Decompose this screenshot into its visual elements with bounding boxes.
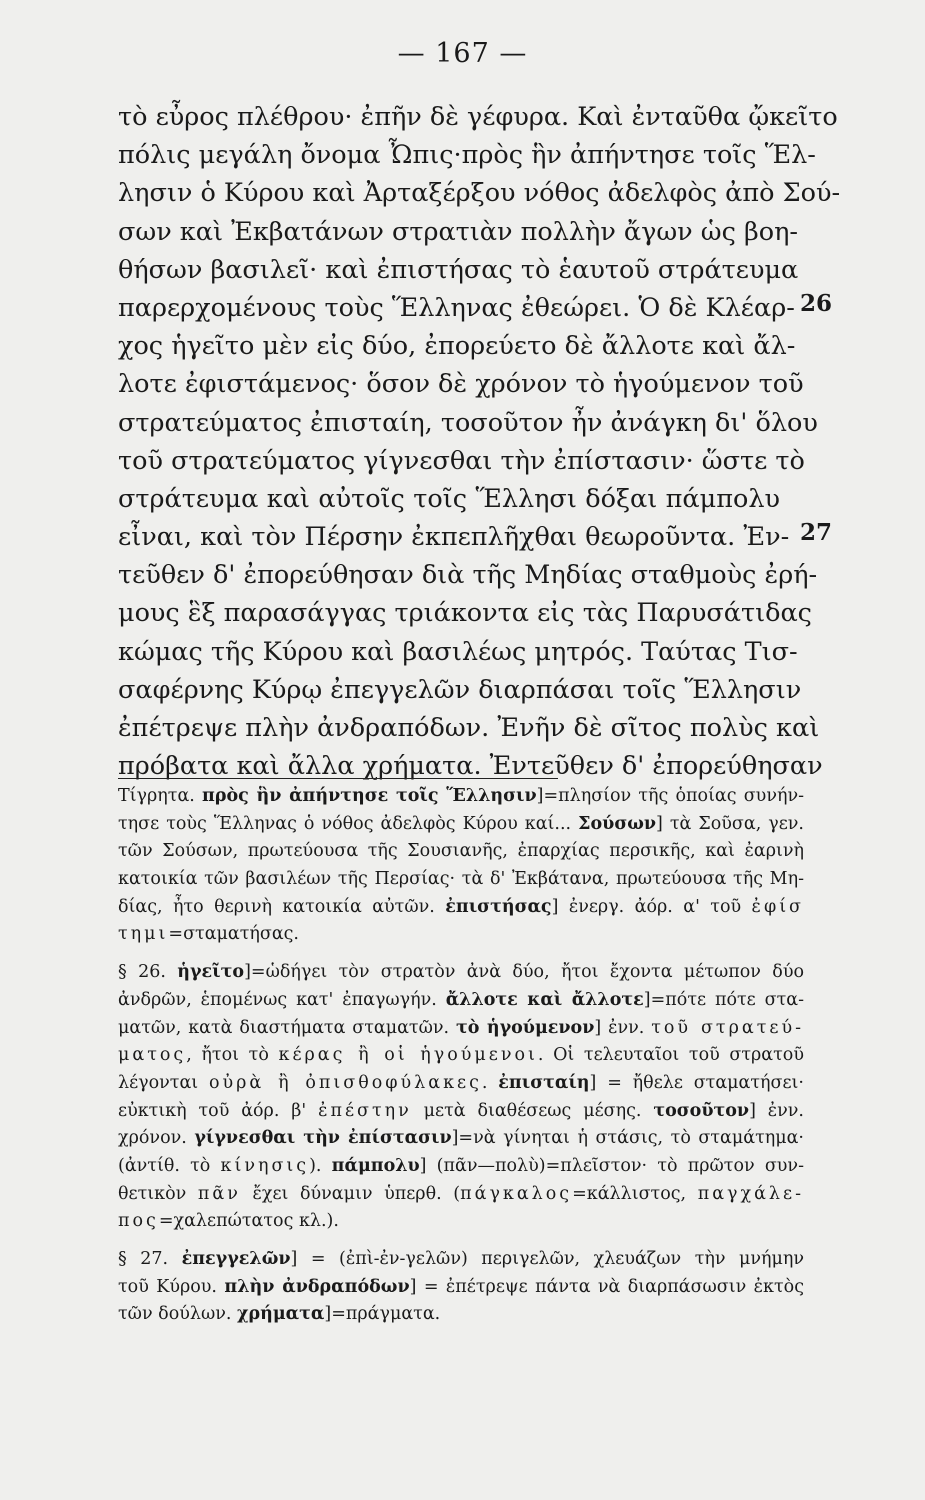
text-line: πόλις μεγάλη ὄνομα Ὦπις·πρὸς ἣν ἀπήντησε τοῖς Ἕλ- (118, 140, 816, 171)
note-text: ματῶν, κατὰ διαστήματα σταματῶν. (118, 1017, 456, 1038)
text-line: στρατεύματος ἐπισταίη, τοσοῦτον ἦν ἀνάγκη δι' ὅλου (118, 407, 818, 438)
note-text: ] = ἐπέτρεψε πάντα νὰ διαρπάσωσιν ἐκτὸς (409, 1276, 804, 1297)
note-text: κατοικία τῶν βασιλέων τῆς Περσίας· τὰ δ' Ἐκβάτανα, πρωτεύουσα τῆς Μη- (118, 869, 804, 890)
note-line (118, 1070, 804, 1098)
note-text: τησε τοὺς Ἕλληνας ὁ νόθος ἀδελφὸς Κύρου καί... (118, 813, 579, 834)
lemma: πάμπολυ (331, 1155, 420, 1176)
text-line: παρερχομένους τοὺς Ἕλληνας ἐθεώρει. Ὁ δὲ Κλέαρ- (118, 292, 795, 323)
lemma: ἄλλοτε καὶ ἄλλοτε (445, 989, 644, 1010)
lemma: γίγνεσθαι τὴν ἐπίστασιν (194, 1128, 452, 1149)
note-text: ] ἐνεργ. ἀόρ. α' τοῦ (551, 896, 752, 917)
spaced-term: τημι (118, 924, 169, 945)
lemma: τοσοῦτον (653, 1100, 750, 1121)
note-text: χρόνον. (118, 1128, 195, 1149)
note-text: . Οἱ τελευταῖοι τοῦ στρατοῦ (537, 1045, 804, 1066)
text-line: τὸ εὖρος πλέθρου· ἐπῆν δὲ γέφυρα. Καὶ ἐνταῦθα ᾤκεῖτο (118, 102, 838, 132)
text-line: ἐπέτρεψε πλὴν ἀνδραπόδων. Ἐνῆν δὲ σῖτος πολὺς καὶ (118, 713, 820, 743)
note-line (118, 1246, 804, 1274)
text-line: τεῦθεν δ' ἐπορεύθησαν διὰ τῆς Μηδίας σταθμοὺς ἐρή- (118, 560, 818, 591)
text-line: χος ἡγεῖτο μὲν εἰς δύο, ἐπορεύετο δὲ ἄλλοτε καὶ ἄλ- (118, 331, 796, 362)
note-line (118, 811, 804, 839)
spaced-term: οὐρὰ ἢ ὀπισθοφύλακες (208, 1072, 482, 1093)
note-line (118, 894, 804, 922)
note-text: ] ἐνν. (594, 1017, 652, 1038)
commentary-notes (118, 783, 804, 1329)
text-line: λησιν ὁ Κύρου καὶ Ἀρταξέρξου νόθος ἀδελφὸς ἀπὸ Σού- (118, 178, 841, 209)
note-text: ]=ὡδήγει τὸν στρατὸν ἀνὰ δύο, ἤτοι ἔχοντα μέτωπον δύο (244, 962, 804, 983)
spaced-term: πος (118, 1211, 159, 1232)
note-text: τῶν δούλων. (118, 1304, 237, 1325)
note-text: ] = (ἐπὶ-ἐν-γελῶν) περιγελῶν, χλευάζων τὴν μνήμην (290, 1249, 804, 1269)
spaced-term: κέρας ἢ οἱ ἡγούμενοι (278, 1045, 538, 1066)
text-line: κώμας τῆς Κύρου καὶ βασιλέως μητρός. Ταύτας Τισ- (118, 636, 798, 667)
note-line (118, 1208, 804, 1236)
note-text: ἀνδρῶν, ἑπομένως κατ' ἐπαγωγήν. (118, 989, 446, 1010)
lemma: Σούσων (578, 813, 657, 834)
page-number: — 167 — (397, 38, 528, 69)
text-line: στράτευμα καὶ αὐτοῖς τοῖς Ἕλλησι δόξαι πάμπολυ (118, 483, 780, 514)
note-line (118, 921, 804, 949)
note-text: . (481, 1072, 499, 1093)
note-text: , ἤτοι τὸ (186, 1045, 279, 1066)
lemma: πλὴν ἀνδραπόδων (224, 1276, 410, 1297)
note-line (118, 1274, 804, 1302)
note-line (118, 1153, 804, 1181)
note-text: ]=πράγματα. (324, 1304, 441, 1325)
spaced-term: πάγκαλος (460, 1183, 573, 1204)
text-line: εἶναι, καὶ τὸν Πέρσην ἐκπεπλῆχθαι θεωροῦντα. Ἐν- (118, 522, 790, 553)
note-text: λέγονται (118, 1072, 209, 1093)
note-text: § 27. (118, 1249, 182, 1269)
note-text: (ἀντίθ. τὸ (118, 1155, 221, 1176)
text-line: θήσων βασιλεῖ· καὶ ἐπιστήσας τὸ ἑαυτοῦ στράτευμα (118, 254, 799, 285)
lemma: πρὸς ἣν ἀπήντησε τοῖς Ἕλλησιν (202, 786, 537, 806)
note-text: θετικὸν (118, 1183, 198, 1204)
lemma: ἐπεγγελῶν (181, 1249, 291, 1269)
section-number-26: 26 (800, 290, 833, 317)
note-text: τῶν Σούσων, πρωτεύουσα τῆς Σουσιανῆς, ἐπαρχίας περσικῆς, καὶ ἐαρινὴ (118, 841, 804, 862)
note-text: δίας, ἦτο θερινὴ κατοικία αὐτῶν. (118, 896, 446, 917)
note-text: Τίγρητα. (118, 786, 203, 806)
note-line (118, 1301, 804, 1329)
text-line: πρόβατα καὶ ἄλλα χρήματα. Ἐντεῦθεν δ' ἐπορεύθησαν (118, 751, 823, 782)
spaced-term: πᾶν (197, 1183, 241, 1204)
note-line (118, 783, 804, 811)
lemma: ἡγεῖτο (177, 962, 245, 983)
note-line (118, 1042, 804, 1070)
note-text: ] = ἤθελε σταματήσει· (589, 1072, 804, 1093)
spaced-term: κίνησις (220, 1155, 310, 1176)
text-line: τοῦ στρατεύματος γίγνεσθαι τὴν ἐπίστασιν· ὥστε τὸ (118, 445, 805, 476)
note-text: τοῦ Κύρου. (118, 1276, 225, 1297)
text-line: λοτε ἐφιστάμενος· ὅσον δὲ χρόνον τὸ ἡγούμενον τοῦ (118, 369, 804, 400)
note-text: =σταματήσας. (168, 924, 299, 945)
footnote-divider (118, 778, 558, 779)
note-text: =κάλλιστος, (572, 1183, 698, 1204)
note-line (118, 1125, 804, 1153)
note-text: μετὰ διαθέσεως μέσης. (411, 1100, 654, 1121)
text-line: σαφέρνης Κύρῳ ἐπεγγελῶν διαρπάσαι τοῖς Ἕλλησιν (118, 674, 802, 705)
note-text: ]=πλησίον τῆς ὁποίας συνήν- (536, 786, 804, 806)
note-text: ] τὰ Σοῦσα, γεν. (656, 813, 804, 834)
note-line (118, 959, 804, 987)
lemma: χρήματα (237, 1304, 325, 1325)
note-line (118, 1098, 804, 1126)
note-text: ] (πᾶν—πολὺ)=πλεῖστον· τὸ πρῶτον συν- (419, 1155, 804, 1176)
note-line (118, 1181, 804, 1209)
note-text: § 26. (118, 962, 178, 983)
text-line: σων καὶ Ἐκβατάνων στρατιὰν πολλὴν ἄγων ὡς βοη- (118, 216, 798, 247)
note-line (118, 987, 804, 1015)
spaced-term: ἐπέστην (318, 1100, 412, 1121)
note-line (118, 838, 804, 866)
spaced-term: ἐφίσ (751, 896, 804, 917)
note-text: εὐκτικὴ τοῦ ἀόρ. β' (118, 1100, 319, 1121)
note-text: ]=πότε πότε στα- (643, 989, 804, 1010)
note-line (118, 866, 804, 894)
note-text: ]=νὰ γίνηται ἡ στάσις, τὸ σταμάτημα· (451, 1128, 804, 1149)
lemma: ἐπισταίη (498, 1072, 590, 1093)
lemma: τὸ ἡγούμενον (455, 1017, 595, 1038)
text-line: μους ἓξ παρασάγγας τριάκοντα εἰς τὰς Παρυσάτιδας (118, 598, 812, 629)
spaced-term: τοῦ στρατεύ- (651, 1017, 805, 1038)
section-number-27: 27 (800, 519, 833, 546)
spaced-term: ματος (118, 1045, 187, 1066)
note-text: =χαλεπώτατος κλ.). (158, 1211, 339, 1232)
spaced-term: παγχάλε- (697, 1183, 804, 1204)
note-text: ἔχει δύναμιν ὑπερθ. ( (240, 1183, 461, 1204)
note-text: ] ἐνν. (749, 1100, 804, 1121)
note-text: ). (309, 1155, 332, 1176)
lemma: ἐπιστήσας (445, 896, 552, 917)
note-line (118, 1015, 804, 1043)
